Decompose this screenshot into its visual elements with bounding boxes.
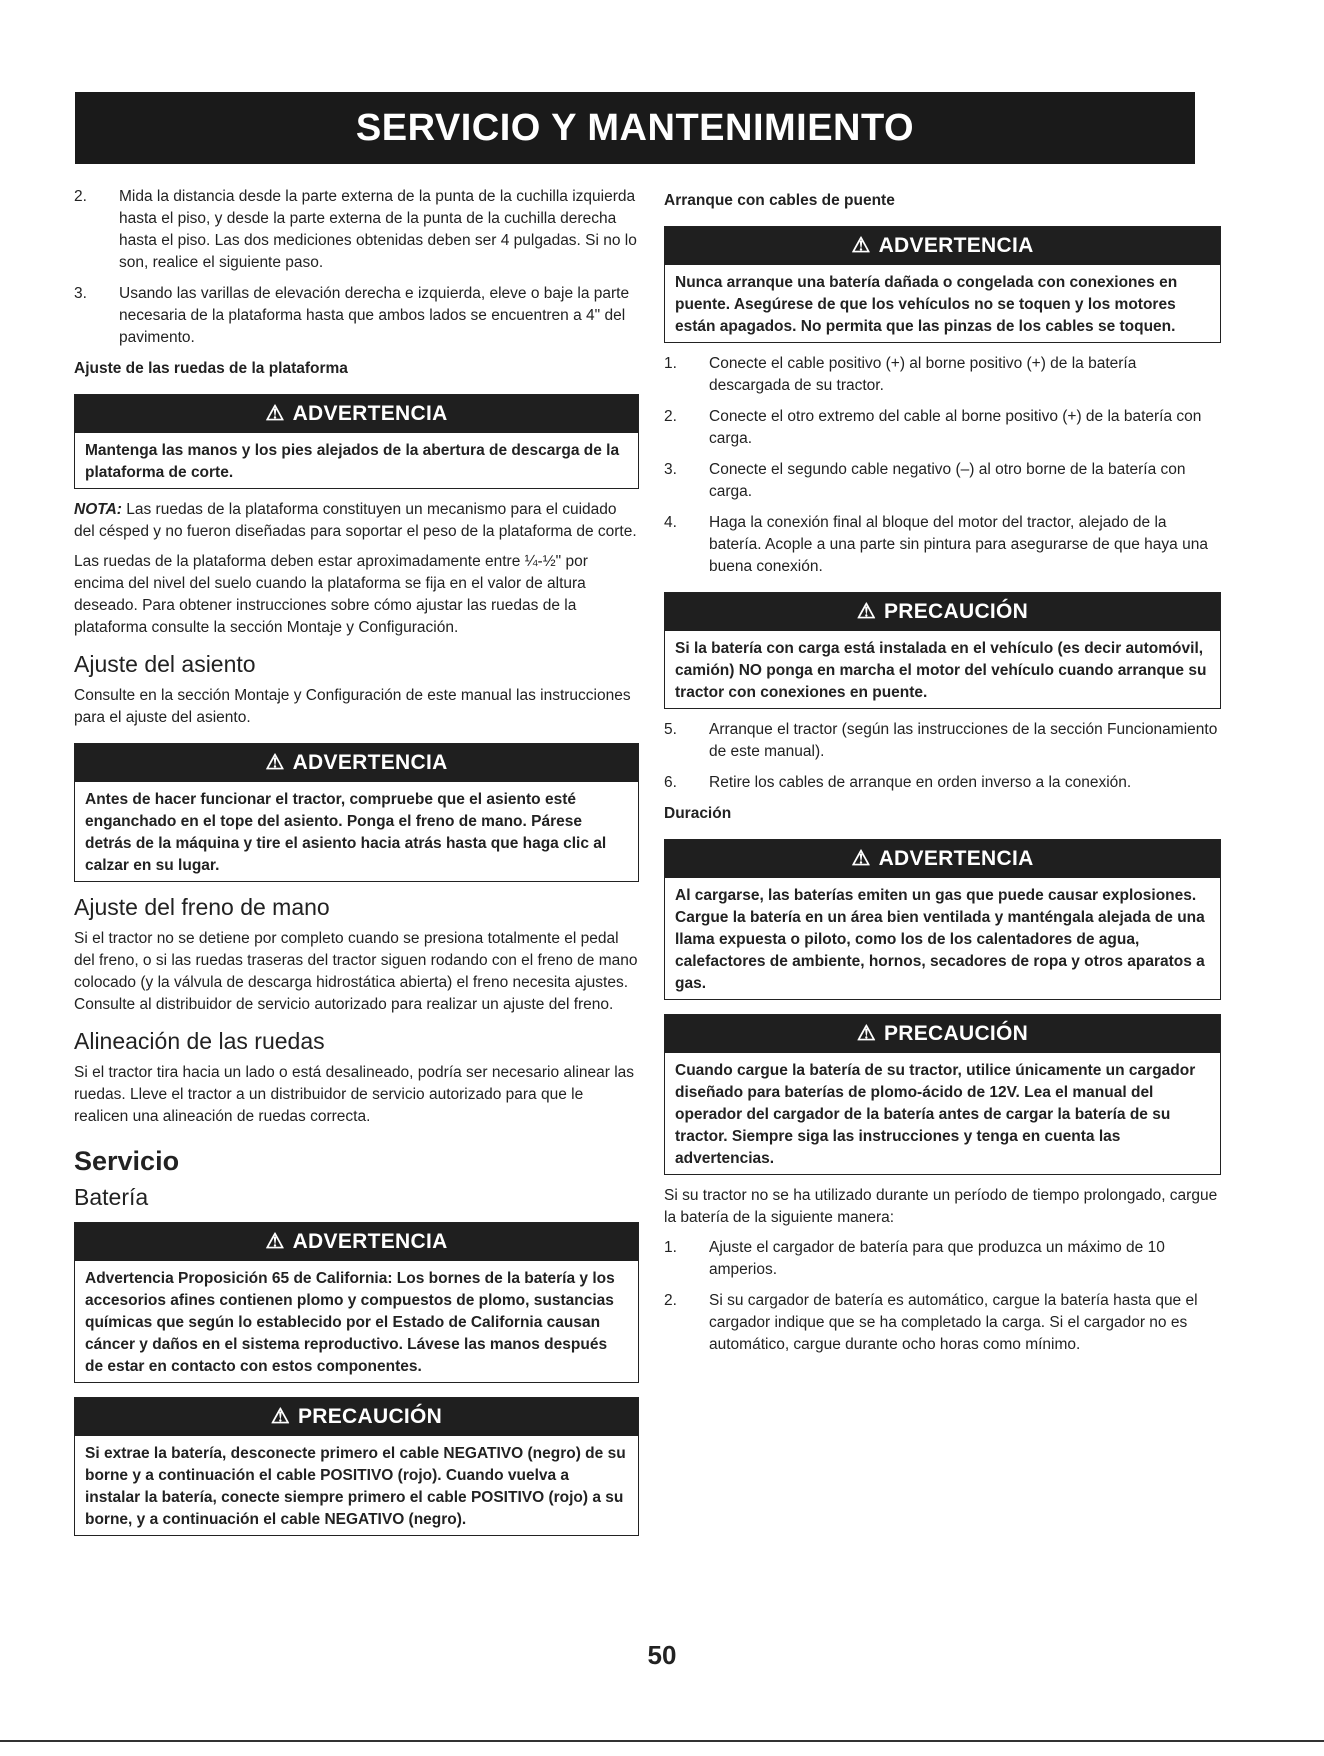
caution-label: PRECAUCIÓN [883,600,1029,623]
warning-triangle-icon: ⚠ [856,600,876,623]
item-number: 3. [74,285,87,302]
paragraph: Consulte en la sección Montaje y Configuración de este manual las instrucciones para el ajuste del asiento. [74,687,631,726]
item-text: Si su cargador de batería es automático, cargue la batería hasta que el cargador indique que se ha completado la carga. Si el cargador no es automático, cargue durante ocho horas como mínimo. [709,1292,1198,1353]
item-text: Conecte el otro extremo del cable al borne positivo (+) de la batería con carga. [709,408,1202,447]
warning-triangle-icon: ⚠ [265,402,285,425]
warning-bar [75,744,638,782]
note-label: NOTA: [74,501,122,518]
list-item [664,353,1221,397]
item-text: Haga la conexión final al bloque del motor del tractor, alejado de la batería. Acople a una parte sin pintura para asegurarse de que haya una buena conexión. [709,514,1208,575]
warning-triangle-icon: ⚠ [851,234,871,257]
warning-triangle-icon: ⚠ [265,1230,285,1253]
item-number: 6. [664,774,677,791]
warning-triangle-icon: ⚠ [856,1022,876,1045]
paragraph: Las ruedas de la plataforma deben estar aproximadamente entre ¼-½" por encima del nivel del suelo cuando la plataforma se fija en el valor de altura deseado. Para obtener instrucciones sobre cómo ajustar las ruedas de la plataforma consulte la sección Montaje y Configuración. [74,553,588,636]
left-column [74,186,639,1546]
subheading-duracion: Duración [664,805,732,822]
warning-bar [665,840,1220,878]
list-item [664,512,1221,578]
warning-label: ADVERTENCIA [292,402,448,425]
warning-triangle-icon: ⚠ [265,751,285,774]
caution-box [664,1014,1221,1175]
item-number: 2. [664,1292,677,1309]
right-column [664,186,1221,1365]
item-number: 4. [664,514,677,531]
item-text: Arranque el tractor (según las instrucciones de la sección Funcionamiento de este manual). [709,721,1218,760]
heading-asiento: Ajuste del asiento [74,651,256,677]
warning-text: Nunca arranque una batería dañada o congelada con conexiones en puente. Asegúrese de que los vehículos no se toquen y los motores están apagados. No permita que las pinzas de los cables se toquen. [675,274,1178,335]
page-header [75,92,1195,164]
list-item [664,1237,1221,1281]
list-item [664,459,1221,503]
warning-box [664,226,1221,343]
paragraph: Si el tractor no se detiene por completo cuando se presiona totalmente el pedal del freno, o si las ruedas traseras del tractor siguen rodando con el freno de mano colocado (y la válvula de descarga hidrostática abierta) el freno necesita ajustes. Consulte al distribuidor de servicio autorizado para realizar un ajuste del freno. [74,930,638,1013]
list-item [74,283,639,349]
warning-bar [665,227,1220,265]
list-item [664,1290,1221,1356]
caution-label: PRECAUCIÓN [297,1405,443,1428]
paragraph: Si el tractor tira hacia un lado o está desalineado, podría ser necesario alinear las ruedas. Lleve el tractor a un distribuidor de servicio autorizado para que le realicen una alineación de ruedas correcta. [74,1064,635,1125]
page-title: SERVICIO Y MANTENIMIENTO [355,106,915,149]
caution-bar [665,593,1220,631]
warning-bar [75,1223,638,1261]
caution-bar [75,1398,638,1436]
warning-text: Al cargarse, las baterías emiten un gas que puede causar explosiones. Cargue la batería en un área bien ventilada y manténgala alejada de una llama expuesta o piloto, como los de los calentadores de agua, calefactores de ambiente, hornos, secadores de ropa y otros aparatos a gas. [675,887,1205,992]
footer-rule [0,1740,1324,1742]
paragraph: Si su tractor no se ha utilizado durante un período de tiempo prolongado, cargue la batería de la siguiente manera: [664,1187,1218,1226]
page-number: 50 [647,1640,677,1670]
item-number: 1. [664,1239,677,1256]
warning-text: Advertencia Proposición 65 de California: Los bornes de la batería y los accesorios afines contienen plomo y compuestos de plomo, sustancias químicas que según lo establecido por el Estado de California causan cáncer y daños en el sistema reproductivo. Lávese las manos después de estar en contacto con estos componentes. [85,1270,615,1375]
subheading-arranque: Arranque con cables de puente [664,192,895,209]
caution-text: Si extrae la batería, desconecte primero el cable NEGATIVO (negro) de su borne y a continuación el cable POSITIVO (rojo). Cuando vuelva a instalar la batería, conecte siempre primero el cable POSITIVO (rojo) a su borne, y a continuación el cable NEGATIVO (negro). [85,1445,626,1528]
steps-list [664,719,1221,794]
warning-text: Mantenga las manos y los pies alejados de la abertura de descarga de la plataforma de corte. [85,442,620,481]
warning-text: Antes de hacer funcionar el tractor, compruebe que el asiento esté enganchado en el tope del asiento. Ponga el freno de mano. Párese detrás de la máquina y tire el asiento hacia atrás hasta que haga clic al calzar en su lugar. [85,791,607,874]
warning-box [664,839,1221,1000]
caution-label: PRECAUCIÓN [883,1022,1029,1045]
heading-alineacion: Alineación de las ruedas [74,1028,325,1054]
item-number: 2. [664,408,677,425]
item-text: Conecte el cable positivo (+) al borne positivo (+) de la batería descargada de su tractor. [709,355,1137,394]
heading-bateria: Batería [74,1184,149,1210]
warning-box [74,1222,639,1383]
warning-label: ADVERTENCIA [292,1230,448,1253]
item-number: 5. [664,721,677,738]
item-text: Ajuste el cargador de batería para que produzca un máximo de 10 amperios. [709,1239,1165,1278]
item-number: 3. [664,461,677,478]
caution-text: Si la batería con carga está instalada en el vehículo (es decir automóvil, camión) NO ponga en marcha el motor del vehículo cuando arranque su tractor con conexiones en puente. [675,640,1207,701]
steps-list [664,1237,1221,1356]
list-item [664,719,1221,763]
list-item [664,772,1221,794]
item-text: Retire los cables de arranque en orden inverso a la conexión. [709,774,1132,791]
item-text: Mida la distancia desde la parte externa de la punta de la cuchilla izquierda hasta el piso, y desde la parte externa de la punta de la cuchilla derecha hasta el piso. Las dos mediciones obtenidas deben ser 4 pulgadas. Si no lo son, realice el siguiente paso. [119,188,637,271]
list-item [74,186,639,274]
subheading-ruedas: Ajuste de las ruedas de la plataforma [74,360,348,377]
item-number: 1. [664,355,677,372]
item-text: Usando las varillas de elevación derecha e izquierda, eleve o baje la parte necesaria de la plataforma hasta que ambos lados se encuentren a 4" del pavimento. [119,285,630,346]
warning-box [74,743,639,882]
warning-label: ADVERTENCIA [292,751,448,774]
item-number: 2. [74,188,87,205]
warning-triangle-icon: ⚠ [270,1405,290,1428]
heading-servicio: Servicio [74,1146,180,1176]
caution-text: Cuando cargue la batería de su tractor, utilice únicamente un cargador diseñado para baterías de plomo-ácido de 12V. Lea el manual del operador del cargador de la batería antes de cargar la batería de su tractor. Siempre siga las instrucciones y tenga en cuenta las advertencias. [675,1062,1196,1167]
warning-label: ADVERTENCIA [878,847,1034,870]
item-text: Conecte el segundo cable negativo (–) al otro borne de la batería con carga. [709,461,1186,500]
warning-bar [75,395,638,433]
caution-box [664,592,1221,709]
steps-list [664,353,1221,578]
heading-freno: Ajuste del freno de mano [74,894,330,920]
caution-box [74,1397,639,1536]
list-item [664,406,1221,450]
warning-triangle-icon: ⚠ [851,847,871,870]
note-paragraph [74,499,639,543]
warning-label: ADVERTENCIA [878,234,1034,257]
caution-bar [665,1015,1220,1053]
note-text: Las ruedas de la plataforma constituyen un mecanismo para el cuidado del césped y no fueron diseñadas para soportar el peso de la plataforma de corte. [74,501,637,540]
warning-box [74,394,639,489]
